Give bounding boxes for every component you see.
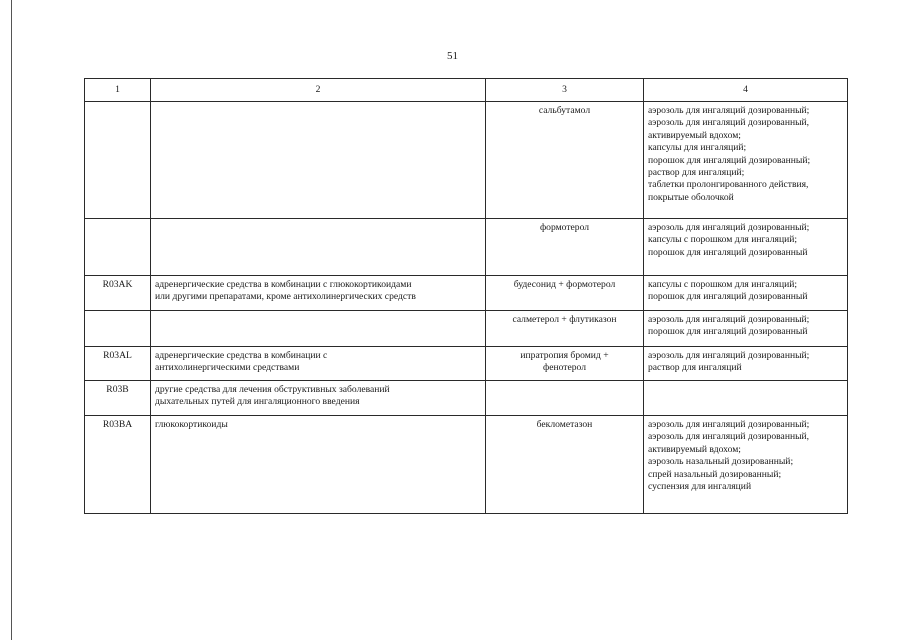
dosage-forms-cell-line: аэрозоль для ингаляций дозированный, bbox=[648, 431, 810, 443]
drug-name-cell bbox=[486, 276, 644, 311]
table-row bbox=[85, 416, 848, 514]
drug-name-cell-line: сальбутамол bbox=[538, 105, 591, 116]
drug-name-cell bbox=[486, 102, 644, 219]
drug-name-cell-line: ипратропия бромид + bbox=[520, 350, 609, 361]
dosage-forms-cell-line: капсулы для ингаляций; bbox=[648, 142, 747, 154]
atc-code-cell bbox=[85, 311, 151, 347]
dosage-forms-cell bbox=[644, 102, 848, 219]
page-number: 51 bbox=[447, 50, 458, 62]
group-name-cell-line: другие средства для лечения обструктивных заболеваний bbox=[155, 384, 390, 395]
dosage-forms-cell-line: капсулы с порошком для ингаляций; bbox=[648, 234, 798, 246]
group-name-cell bbox=[151, 102, 486, 219]
table-body bbox=[85, 102, 848, 514]
drug-name-cell-line: фенотерол bbox=[543, 362, 586, 374]
dosage-forms-cell-line: порошок для ингаляций дозированный bbox=[648, 326, 808, 338]
dosage-forms-cell-line: суспензия для ингаляций bbox=[648, 481, 752, 493]
dosage-forms-cell-line: порошок для ингаляций дозированный bbox=[648, 291, 808, 303]
drug-name-cell bbox=[486, 311, 644, 347]
drug-name-cell-line: салметерол + флутиказон bbox=[512, 314, 617, 325]
atc-code-cell bbox=[85, 219, 151, 276]
dosage-forms-cell-line: аэрозоль для ингаляций дозированный; bbox=[648, 419, 810, 430]
atc-code-cell: R03AK bbox=[85, 276, 151, 311]
page-left-border bbox=[11, 0, 12, 640]
drug-name-cell bbox=[486, 416, 644, 514]
dosage-forms-cell bbox=[644, 347, 848, 381]
table-row bbox=[85, 347, 848, 381]
drug-name-cell bbox=[486, 347, 644, 381]
drug-name-cell bbox=[486, 381, 644, 416]
group-name-cell bbox=[151, 381, 486, 416]
table-row bbox=[85, 381, 848, 416]
dosage-forms-cell-line: спрей назальный дозированный; bbox=[648, 468, 782, 480]
dosage-forms-cell bbox=[644, 311, 848, 347]
group-name-cell bbox=[151, 311, 486, 347]
table-row bbox=[85, 311, 848, 347]
dosage-forms-cell-line: порошок для ингаляций дозированный; bbox=[648, 154, 811, 166]
dosage-forms-cell-line: аэрозоль назальный дозированный; bbox=[648, 456, 794, 468]
column-header-4: 4 bbox=[644, 79, 848, 102]
group-name-cell bbox=[151, 276, 486, 311]
drug-name-cell-line: будесонид + формотерол bbox=[513, 279, 616, 290]
drug-classification-table bbox=[84, 78, 848, 514]
dosage-forms-cell-line: порошок для ингаляций дозированный bbox=[648, 246, 808, 258]
dosage-forms-cell-line: покрытые оболочкой bbox=[648, 191, 734, 203]
atc-code-cell: R03BA bbox=[85, 416, 151, 514]
dosage-forms-cell bbox=[644, 381, 848, 416]
table-header-row bbox=[85, 79, 848, 102]
group-name-cell-line: дыхательных путей для ингаляционного введения bbox=[155, 396, 360, 408]
dosage-forms-cell-line: таблетки пролонгированного действия, bbox=[648, 179, 809, 191]
dosage-forms-cell bbox=[644, 416, 848, 514]
dosage-forms-cell-line: раствор для ингаляций; bbox=[648, 167, 745, 179]
column-header-3: 3 bbox=[486, 79, 644, 102]
table-row bbox=[85, 276, 848, 311]
group-name-cell-line: адренергические средства в комбинации с bbox=[155, 350, 328, 361]
group-name-cell bbox=[151, 416, 486, 514]
dosage-forms-cell bbox=[644, 276, 848, 311]
group-name-cell-line: антихолинергическими средствами bbox=[155, 362, 300, 374]
drug-name-cell bbox=[486, 219, 644, 276]
dosage-forms-cell-line: аэрозоль для ингаляций дозированный; bbox=[648, 222, 810, 233]
atc-code-cell: R03B bbox=[85, 381, 151, 416]
dosage-forms-cell-line: аэрозоль для ингаляций дозированный; bbox=[648, 105, 810, 116]
table-row bbox=[85, 219, 848, 276]
column-header-2: 2 bbox=[151, 79, 486, 102]
group-name-cell-line: адренергические средства в комбинации с глюкокортикоидами bbox=[155, 279, 412, 290]
group-name-cell-line: или другими препаратами, кроме антихолинергических средств bbox=[155, 291, 416, 303]
group-name-cell bbox=[151, 219, 486, 276]
dosage-forms-cell-line: капсулы с порошком для ингаляций; bbox=[648, 279, 798, 290]
dosage-forms-cell-line: активируемый вдохом; bbox=[648, 443, 741, 455]
dosage-forms-cell-line: аэрозоль для ингаляций дозированный, bbox=[648, 117, 810, 129]
atc-code-cell bbox=[85, 102, 151, 219]
dosage-forms-cell-line: раствор для ингаляций bbox=[648, 362, 742, 374]
column-header-1: 1 bbox=[85, 79, 151, 102]
group-name-cell-line: глюкокортикоиды bbox=[155, 419, 228, 430]
dosage-forms-cell-line: аэрозоль для ингаляций дозированный; bbox=[648, 314, 810, 325]
dosage-forms-cell-line: аэрозоль для ингаляций дозированный; bbox=[648, 350, 810, 361]
drug-name-cell-line: беклометазон bbox=[536, 419, 593, 430]
group-name-cell bbox=[151, 347, 486, 381]
dosage-forms-cell-line: активируемый вдохом; bbox=[648, 129, 741, 141]
dosage-forms-cell bbox=[644, 219, 848, 276]
drug-name-cell-line: формотерол bbox=[539, 222, 590, 233]
atc-code-cell: R03AL bbox=[85, 347, 151, 381]
table-row bbox=[85, 102, 848, 219]
